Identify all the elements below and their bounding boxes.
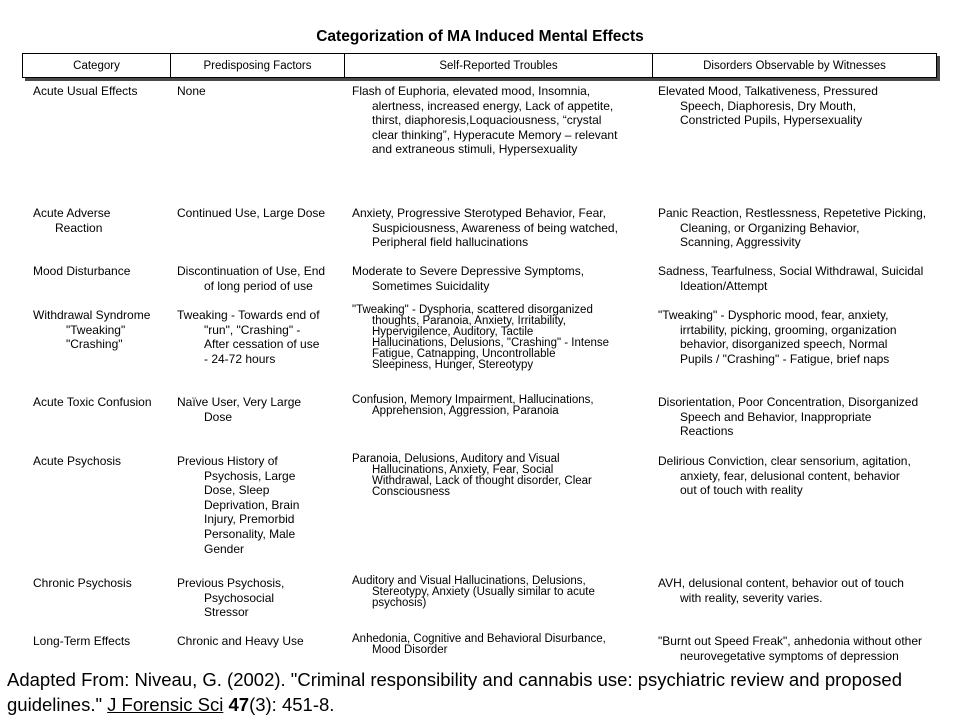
cell-line: Chronic Psychosis (33, 576, 132, 590)
cell-line: "Tweaking" - Dysphoric mood, fear, anxiety, (658, 308, 889, 322)
predisposing-factors-cell (177, 264, 344, 293)
cell-line: Flash of Euphoria, elevated mood, Insomnia, (352, 84, 591, 98)
cell-line: "Tweaking" (66, 322, 126, 337)
predisposing-factors-cell (177, 634, 344, 649)
issue-pages: (3): 451-8. (249, 694, 335, 715)
cell-line: psychosis) (372, 597, 427, 609)
cell-line: Personality, Male (204, 526, 296, 541)
observable-disorders-cell (658, 454, 937, 498)
cell-line: Anxiety, Progressive Sterotyped Behavior, Fear, (352, 206, 606, 220)
cell-line: Hallucinations, Anxiety, Fear, Social (372, 464, 554, 476)
observable-disorders-cell (658, 395, 937, 439)
cell-line: Panic Reaction, Restlessness, Repetetive Picking, (658, 206, 927, 220)
category-cell (33, 576, 170, 591)
table-row (0, 454, 960, 576)
cell-line: Deprivation, Brain (204, 497, 300, 512)
source-citation (7, 667, 953, 717)
cell-line: Psychosis, Large (204, 468, 296, 483)
category-cell (33, 264, 170, 279)
cell-line: Elevated Mood, Talkativeness, Pressured (658, 84, 878, 98)
observable-disorders-cell (658, 84, 937, 128)
cell-line: "run", "Crashing" - (204, 322, 301, 337)
predisposing-factors-cell (177, 308, 344, 366)
self-reported-troubles-cell (352, 454, 648, 498)
category-cell (33, 206, 170, 235)
column-header-predisposing-factors: Predisposing Factors (171, 54, 345, 77)
cell-line: Ideation/Attempt (680, 278, 768, 293)
cell-line: Sometimes Suicidality (372, 278, 490, 293)
cell-line: Withdrawal, Lack of thought disorder, Clear (372, 475, 592, 487)
cell-line: Auditory and Visual Hallucinations, Delusions, (352, 575, 586, 587)
category-cell (33, 634, 170, 649)
cell-line: "Burnt out Speed Freak", anhedonia without other (658, 634, 923, 648)
cell-line: anxiety, fear, delusional content, behavior (680, 468, 900, 483)
cell-line: Reaction (55, 220, 103, 235)
category-cell (33, 84, 170, 99)
table-header (22, 53, 937, 78)
cell-line: Stressor (204, 605, 249, 620)
cell-line: Psychosocial (204, 590, 275, 605)
observable-disorders-cell (658, 576, 937, 605)
predisposing-factors-cell (177, 576, 344, 620)
cell-line: After cessation of use (204, 337, 320, 352)
cell-line: Peripheral field hallucinations (372, 235, 529, 250)
cell-line: Constricted Pupils, Hypersexuality (680, 113, 863, 128)
self-reported-troubles-cell (352, 576, 648, 609)
cell-line: neurovegetative symptoms of depression (680, 648, 899, 663)
cell-line: out of touch with reality (680, 483, 803, 498)
column-header-self-reported-troubles: Self-Reported Troubles (345, 54, 653, 77)
self-reported-troubles-cell (352, 206, 648, 250)
predisposing-factors-cell (177, 206, 344, 221)
cell-line: Dose (204, 409, 233, 424)
cell-line: Acute Usual Effects (33, 84, 138, 98)
cell-line: Acute Psychosis (33, 454, 122, 468)
table-row (0, 264, 960, 308)
table-row (0, 395, 960, 454)
cell-line: None (177, 84, 206, 98)
cell-line: Anhedonia, Cognitive and Behavioral Disurbance, (352, 633, 606, 645)
cell-line: Confusion, Memory Impairment, Hallucinations, (352, 394, 594, 406)
self-reported-troubles-cell (352, 84, 648, 157)
cell-line: Injury, Premorbid (204, 512, 295, 527)
slide-title: Categorization of MA Induced Mental Effects (316, 28, 644, 45)
self-reported-troubles-cell (352, 634, 648, 656)
cell-line: with reality, severity varies. (680, 590, 823, 605)
observable-disorders-cell (658, 264, 937, 293)
cell-line: Hallucinations, Delusions, "Crashing" - Intense (372, 337, 610, 349)
table-row (0, 84, 960, 206)
cell-line: behavior, disorganized speech, Normal (680, 337, 888, 352)
cell-line: clear thinking”, Hyperacute Memory – relevant (372, 127, 618, 142)
predisposing-factors-cell (177, 454, 344, 556)
cell-line: thirst, diaphoresis,Loquaciousness, “crystal (372, 113, 602, 128)
cell-line: Pupils / "Crashing" - Fatigue, brief naps (680, 351, 890, 366)
cell-line: thoughts, Paranoia, Anxiety, Irritability, (372, 315, 566, 327)
volume-number: 47 (228, 694, 250, 715)
cell-line: Continued Use, Large Dose (177, 206, 326, 220)
category-cell (33, 454, 170, 469)
cell-line: Chronic and Heavy Use (177, 634, 304, 648)
cell-line: Sleepiness, Hunger, Stereotypy (372, 359, 534, 371)
cell-line: Delirious Conviction, clear sensorium, agitation, (658, 454, 911, 468)
self-reported-troubles-cell (352, 264, 648, 293)
cell-line: Disorientation, Poor Concentration, Disorganized (658, 395, 919, 409)
cell-line: Mood Disorder (372, 644, 448, 656)
cell-line: Naïve User, Very Large (177, 395, 302, 409)
cell-line: Consciousness (372, 486, 450, 498)
journal-link[interactable]: J Forensic Sci (107, 694, 224, 715)
column-header-observable-disorders: Disorders Observable by Witnesses (703, 59, 886, 72)
cell-line: Speech, Diaphoresis, Dry Mouth, (680, 98, 857, 113)
observable-disorders-cell (658, 634, 937, 663)
cell-line: and extraneous stimuli, Hypersexuality (372, 142, 578, 157)
predisposing-factors-cell (177, 395, 344, 424)
table-row (0, 304, 960, 395)
cell-line: Previous History of (177, 454, 278, 468)
cell-line: Suspiciousness, Awareness of being watched, (372, 220, 618, 235)
cell-line: - 24-72 hours (204, 351, 276, 366)
observable-disorders-cell (658, 308, 937, 366)
cell-line: Hypervigilence, Auditory, Tactile (372, 326, 534, 338)
cell-line: Previous Psychosis, (177, 576, 285, 590)
cell-line: "Tweaking" - Dysphoria, scattered disorganized (352, 304, 593, 316)
cell-line: Reactions (680, 424, 734, 439)
cell-line: Stereotypy, Anxiety (Usually similar to acute (372, 586, 595, 598)
cell-line: Paranoia, Delusions, Auditory and Visual (352, 453, 560, 465)
cell-line: Dose, Sleep (204, 483, 270, 498)
citation-text: Adapted From: Niveau, G. (2002). "Criminal responsibility and cannabis use: psychiatric review and proposed guidelines." (7, 669, 903, 715)
table-row (0, 576, 960, 634)
cell-line: Tweaking - Towards end of (177, 308, 320, 322)
table-row (0, 206, 960, 264)
self-reported-troubles-cell (352, 395, 648, 417)
cell-line: alertness, increased energy, Lack of appetite, (372, 98, 614, 113)
cell-line: Mood Disturbance (33, 264, 131, 278)
column-header-category: Category (23, 54, 171, 77)
cell-line: Sadness, Tearfulness, Social Withdrawal, Suicidal (658, 264, 924, 278)
observable-disorders-cell (658, 206, 937, 250)
cell-line: Scanning, Aggressivity (680, 235, 801, 250)
table-row (0, 634, 960, 665)
cell-line: AVH, delusional content, behavior out of touch (658, 576, 904, 590)
cell-line: Acute Adverse (33, 206, 111, 220)
cell-line: Gender (204, 541, 245, 556)
cell-line: "Crashing" (66, 337, 123, 352)
cell-line: Long-Term Effects (33, 634, 131, 648)
cell-line: Discontinuation of Use, End (177, 264, 326, 278)
cell-line: Withdrawal Syndrome (33, 308, 151, 322)
cell-line: Apprehension, Aggression, Paranoia (372, 405, 559, 417)
cell-line: of long period of use (204, 278, 313, 293)
cell-line: Moderate to Severe Depressive Symptoms, (352, 264, 585, 278)
cell-line: Fatigue, Catnapping, Uncontrollable (372, 348, 556, 360)
category-cell (33, 395, 170, 410)
predisposing-factors-cell (177, 84, 344, 99)
cell-line: Speech and Behavior, Inappropriate (680, 409, 872, 424)
category-cell (33, 308, 170, 352)
table-body (0, 84, 960, 665)
cell-line: irrtability, picking, grooming, organization (680, 322, 897, 337)
cell-line: Acute Toxic Confusion (33, 395, 152, 409)
cell-line: Cleaning, or Organizing Behavior, (680, 220, 860, 235)
self-reported-troubles-cell (352, 305, 648, 371)
